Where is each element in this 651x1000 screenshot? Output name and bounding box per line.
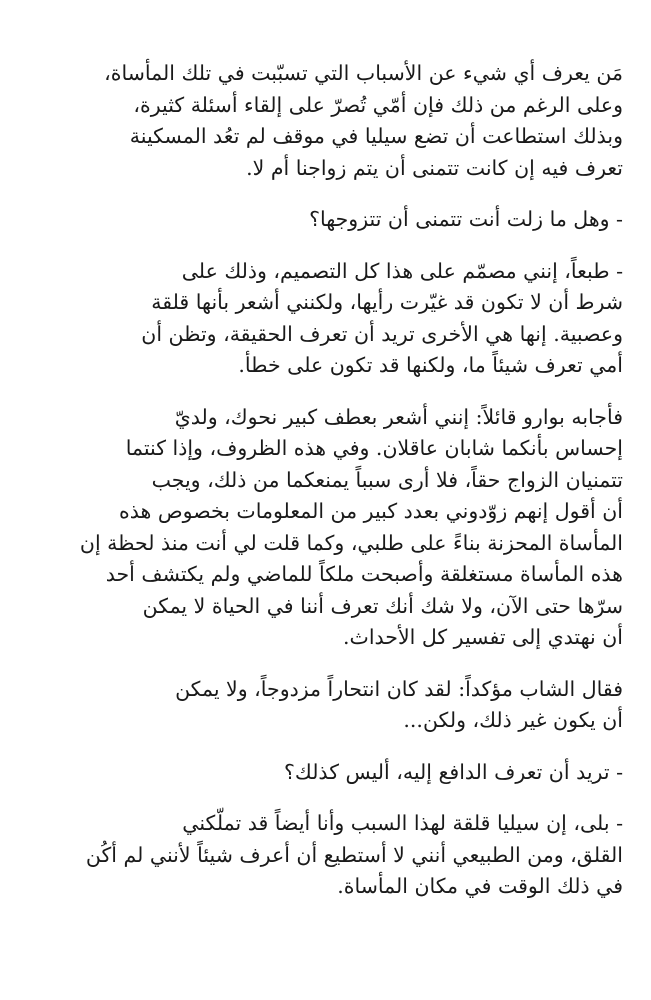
paragraph-poirot-reply: فأجابه بوارو قائلاً: إنني أشعر بعطف كبير نحوك، ولديّ إحساس بأنكما شابان عاقلان. وفي هذه الظروف، وإذا كنتما تتمنيان الزواج حقاً، فلا أرى سبباً يمنعكما من ذلك، ويجب أن أقول إنهم زوّدوني بعدد كبير من المعلومات بخصوص هذه المأساة المحزنة بناءً على طلبي، وكما قلت لي أنت منذ لحظة إن هذه المأساة مستغلقة وأصبحت ملكاً للماضي ولم يكتشف أحد سرّها حتى الآن، ولا شك أنك تعرف أننا في الحياة لا يمكن أن نهتدي إلى تفسير كل الأحداث. xyxy=(79,404,623,649)
dialogue-question-marriage: - وهل ما زلت أنت تتمنى أن تتزوجها؟ xyxy=(309,207,623,231)
dialogue-answer-determined: - طبعاً، إنني مصمّم على هذا كل التصميم، وذلك على شرط أن لا تكون قد غيّرت رأيها، ولكنني أشعر بأنها قلقة وعصبية. إنها هي الأخرى تريد أن تعرف الحقيقة، وتظن أن أمي تعرف شيئاً ما، ولكنها قد تكون على خطأ. xyxy=(141,258,623,377)
paragraph-young-man-confirms: فقال الشاب مؤكداً: لقد كان انتحاراً مزدوجاً، ولا يمكن أن يكون غير ذلك، ولكن... xyxy=(175,676,623,732)
book-page xyxy=(55,58,623,903)
paragraph-opening: مَن يعرف أي شيء عن الأسباب التي تسبّبت في تلك المأساة، وعلى الرغم من ذلك فإن أمّي تُصرّ على إلقاء أسئلة كثيرة، وبذلك استطاعت أن تضع سيليا في موقف لم تعُد المسكينة تعرف فيه إن كانت تتمنى أن يتم زواجنا أم لا. xyxy=(104,61,623,180)
dialogue-motive-question: - تريد أن تعرف الدافع إليه، أليس كذلك؟ xyxy=(284,759,623,784)
dialogue-answer-anxiety: - بلى، إن سيليا قلقة لهذا السبب وأنا أيضاً قد تملّكني القلق، ومن الطبيعي أنني لا أستطيع أن أعرف شيئاً لأنني لم أكُن في ذلك الوقت في مكان المأساة. xyxy=(85,811,623,898)
